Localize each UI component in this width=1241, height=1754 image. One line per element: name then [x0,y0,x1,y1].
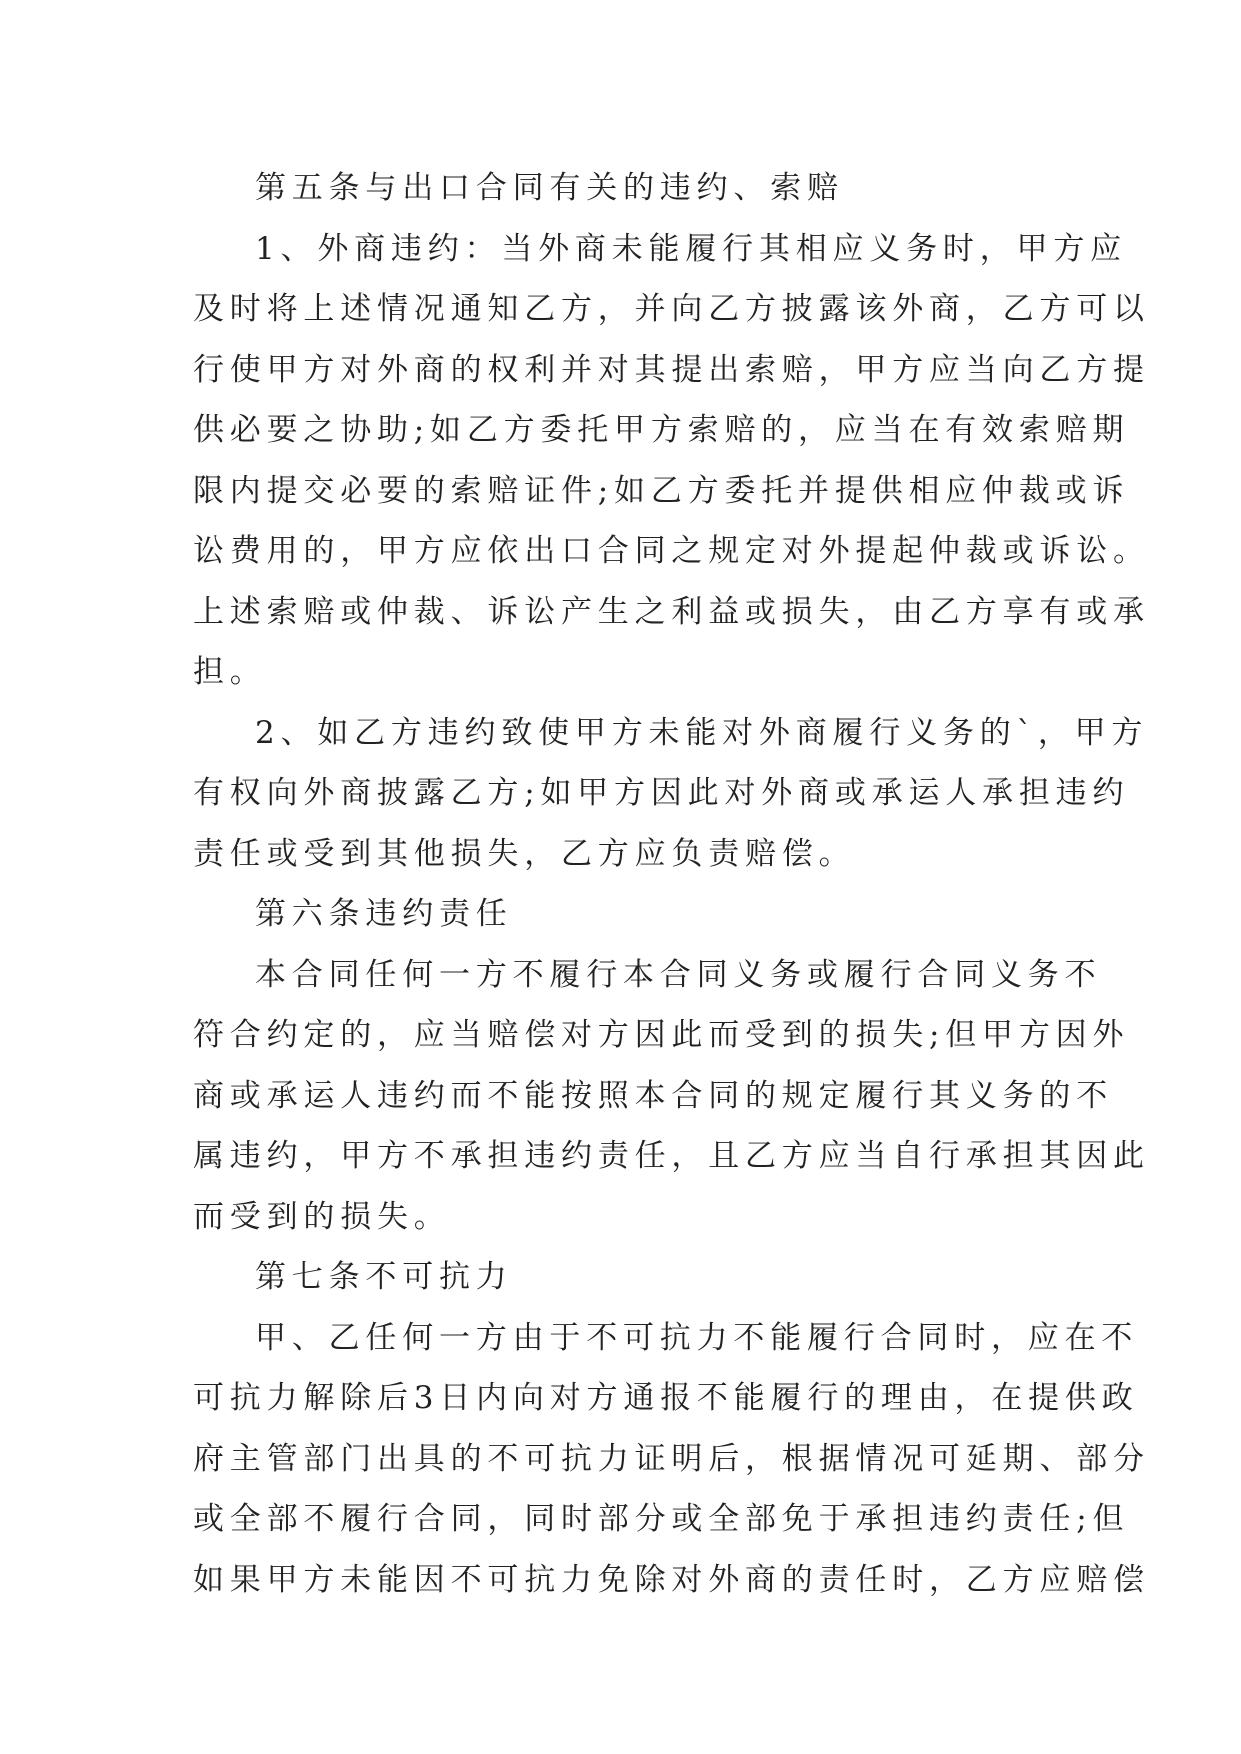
paragraph-line: 可抗力解除后3日内向对方通报不能履行的理由，在提供政 [193,1380,1139,1416]
paragraph-line: 1、外商违约：当外商未能履行其相应义务时，甲方应 [255,230,1127,267]
paragraph-line: 本合同任何一方不履行本合同义务或履行合同义务不 [255,956,1102,993]
paragraph-line: 府主管部门出具的不可抗力证明后，根据情况可延期、部分 [193,1440,1150,1477]
paragraph-line: 供必要之协助;如乙方委托甲方索赔的，应当在有效索赔期 [193,412,1130,448]
paragraph-line: 甲、乙任何一方由于不可抗力不能履行合同时，应在不 [255,1319,1139,1356]
paragraph-line: 行使甲方对外商的权利并对其提出索赔，甲方应当向乙方提 [193,351,1150,388]
paragraph-line: 如果甲方未能因不可抗力免除对外商的责任时，乙方应赔偿 [193,1561,1150,1598]
paragraph-line: 属违约，甲方不承担违约责任，且乙方应当自行承担其因此 [193,1138,1150,1174]
article-5-heading: 第五条与出口合同有关的违约、索赔 [255,170,844,206]
paragraph-line: 符合约定的，应当赔偿对方因此而受到的损失;但甲方因外 [193,1017,1130,1053]
article-7-heading: 第七条不可抗力 [255,1259,513,1295]
paragraph-line: 有权向外商披露乙方;如甲方因此对外商或承运人承担违约 [193,775,1130,811]
paragraph-line: 上述索赔或仲裁、诉讼产生之利益或损失，由乙方享有或承 [193,593,1150,630]
paragraph-line: 商或承运人违约而不能按照本合同的规定履行其义务的不 [193,1077,1113,1114]
paragraph-line: 而受到的损失。 [193,1198,451,1235]
paragraph-line: 担。 [193,654,267,690]
document-body [193,158,1150,1610]
paragraph-line: 2、如乙方违约致使甲方未能对外商履行义务的`，甲方 [255,714,1149,751]
paragraph-line: 或全部不履行合同，同时部分或全部免于承担违约责任;但 [193,1501,1130,1537]
paragraph-line: 及时将上述情况通知乙方，并向乙方披露该外商，乙方可以 [193,291,1150,327]
paragraph-line: 讼费用的，甲方应依出口合同之规定对外提起仲裁或诉讼。 [193,533,1150,569]
article-6-heading: 第六条违约责任 [255,896,513,932]
paragraph-line: 责任或受到其他损失，乙方应负责赔偿。 [193,835,856,872]
paragraph-line: 限内提交必要的索赔证件;如乙方委托并提供相应仲裁或诉 [193,472,1130,509]
